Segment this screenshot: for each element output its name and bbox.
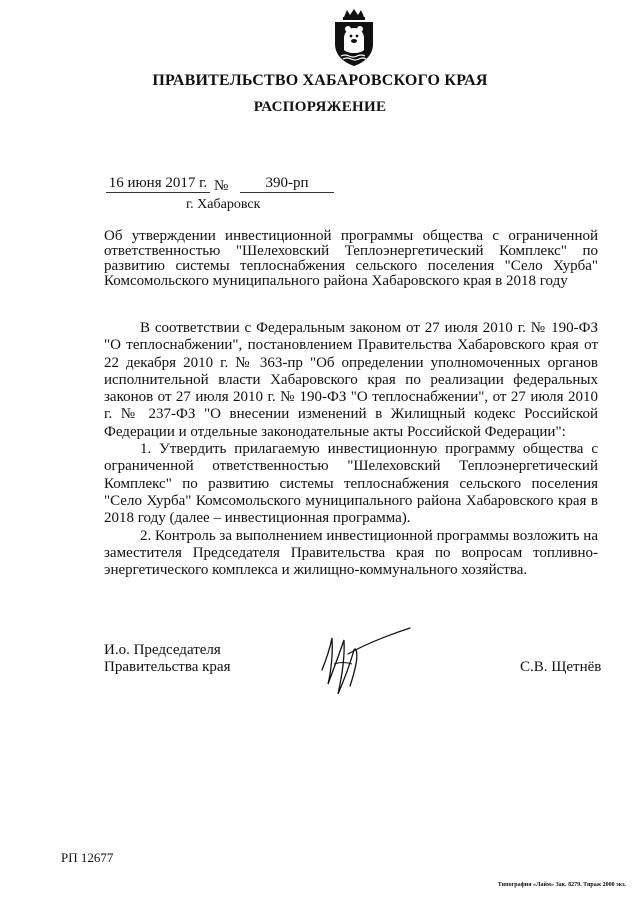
document-subject: Об утверждении инвестиционной программы общества с ограниченной ответственностью "Шелеховский Теплоэнергетический Комплекс" по развитию системы теплоснабжения сельского поселения "Село Хурба" Комсомольского муниципального района Хабаровского края в 2018 году <box>104 228 598 289</box>
signatory-title-line-2: Правительства края <box>104 659 231 675</box>
registration-number: РП 12677 <box>61 850 114 865</box>
body-paragraph-preamble: В соответствии с Федеральным законом от 27 июля 2010 г. № 190-ФЗ "О теплоснабжении", постановлением Правительства Хабаровского края от 22 декабря 2010 г. № 363-пр "Об определении уполномоченных органов исполнительной власти Хабаровского края по реализации федеральных законов от 27 июля 2010 г. № 190-ФЗ "О теплоснабжении", от 27 июля 2010 г. № 237-ФЗ "О внесении изменений в Жилищный кодекс Российской Федерации и отдельные законодательные акты Российской Федерации": <box>104 320 598 440</box>
signatory-name: С.В. Щетнёв <box>520 659 602 675</box>
document-date: 16 июня 2017 г. <box>106 174 210 193</box>
government-title: ПРАВИТЕЛЬСТВО ХАБАРОВСКОГО КРАЯ <box>152 72 488 89</box>
coat-of-arms-emblem <box>329 8 379 68</box>
document-number: 390-рп <box>240 174 334 193</box>
document-city: г. Хабаровск <box>186 197 261 212</box>
handwritten-signature <box>314 624 416 704</box>
body-paragraph-item-1: 1. Утвердить прилагаемую инвестиционную программу общества с ограниченной ответственностью "Шелеховский Теплоэнергетический Комплекс" по развитию системы теплоснабжения сельского поселения "Село Хурба" Комсомольского муниципального района Хабаровского края в 2018 году (далее – инвестиционная программа). <box>104 441 598 527</box>
document-body <box>104 320 598 579</box>
signatory-title-line-1: И.о. Председателя <box>104 642 221 658</box>
number-sign: № <box>214 178 229 194</box>
body-paragraph-item-2: 2. Контроль за выполнением инвестиционной программы возложить на заместителя Председателя Правительства края по вопросам топливно-энергетического комплекса и жилищно-коммунального хозяйства. <box>104 527 598 579</box>
print-info: Типография «Лайм» Зак. 8279. Тираж 2000 экз. <box>497 882 626 888</box>
signatory-title <box>104 642 231 676</box>
document-type-title: РАСПОРЯЖЕНИЕ <box>253 99 387 115</box>
